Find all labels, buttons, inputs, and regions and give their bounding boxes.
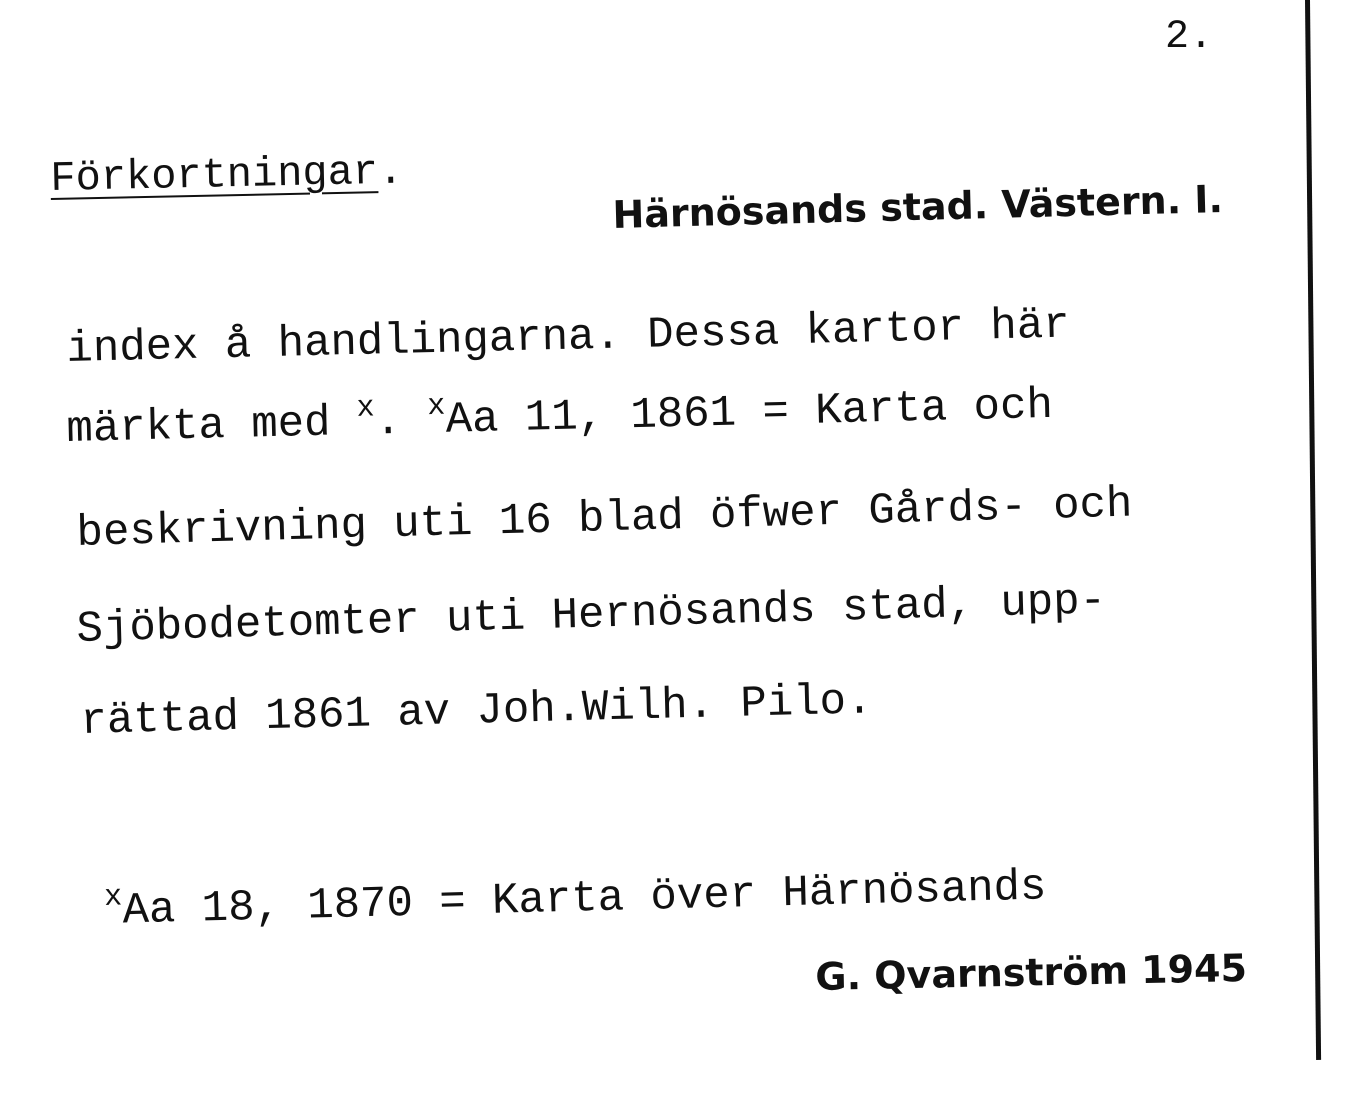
heading-text: Förkortningar	[49, 148, 379, 203]
text-line-2-c: Aa 11, 1861 = Karta och	[445, 380, 1054, 446]
signature: G. Qvarnström 1945	[814, 945, 1248, 999]
text-line-2-a: märkta med	[65, 397, 358, 455]
text-line-3: beskrivning uti 16 blad öfwer Gårds- och	[75, 479, 1134, 559]
right-border-rule	[1305, 0, 1321, 1060]
text-line-2	[65, 380, 1054, 455]
superscript-x: x	[356, 391, 375, 426]
heading	[49, 147, 404, 203]
header-place: Härnösands stad. Västern. I.	[611, 177, 1224, 237]
text-line-2-b: .	[374, 396, 429, 448]
heading-punct: .	[377, 147, 404, 197]
text-line-6-text: Aa 18, 1870 = Karta över Härnösands	[121, 862, 1048, 937]
text-line-5: rättad 1861 av Joh.Wilh. Pilo.	[79, 676, 874, 747]
text-line-6	[103, 862, 1048, 937]
text-line-4: Sjöbodetomter uti Hernösands stad, upp-	[75, 576, 1107, 655]
page-number: 2.	[1165, 15, 1214, 60]
superscript-x: x	[426, 389, 446, 425]
text-line-1: index å handlingarna. Dessa kartor här	[65, 300, 1071, 375]
superscript-x: x	[103, 880, 123, 915]
